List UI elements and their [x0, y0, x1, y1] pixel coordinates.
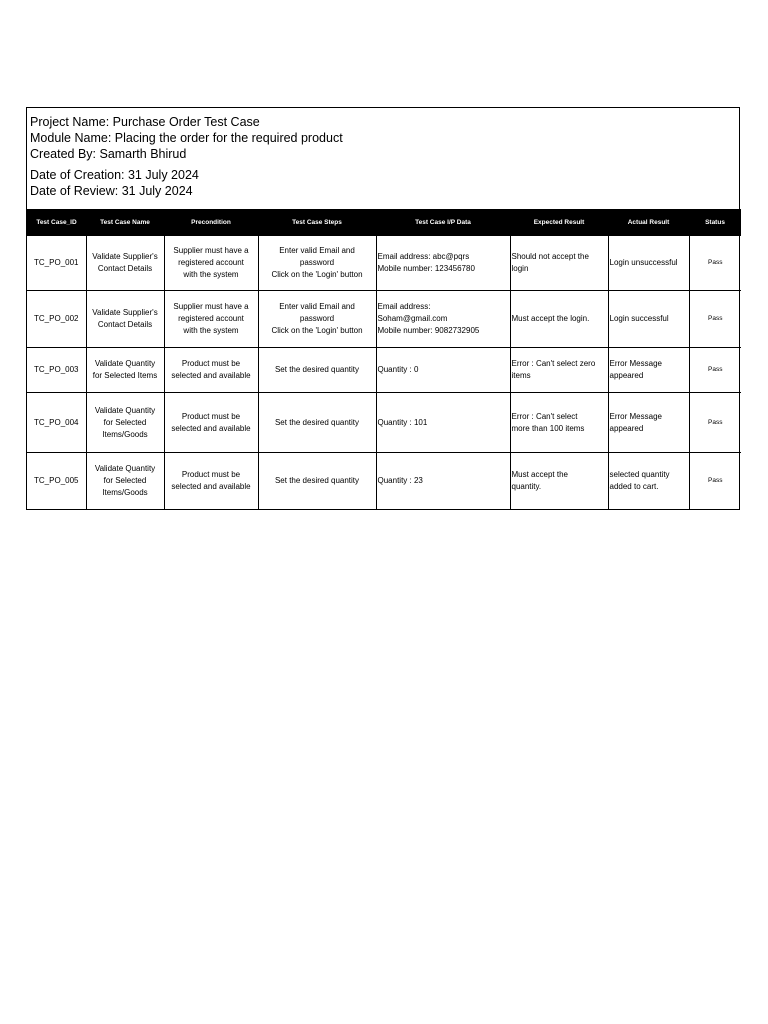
created-by: Created By: Samarth Bhirud — [30, 147, 187, 161]
test-case-steps: Set the desired quantity — [258, 393, 376, 453]
status: Pass — [689, 393, 741, 453]
test-case-name: Validate Quantity for Selected Items — [86, 348, 164, 393]
table-row — [27, 393, 741, 453]
column-header: Status — [689, 209, 741, 236]
test-case-id: TC_PO_005 — [27, 453, 86, 510]
precondition: Product must be selected and available — [164, 453, 258, 510]
column-header: Test Case Name — [86, 209, 164, 236]
test-case-name: Validate Supplier's Contact Details — [86, 236, 164, 291]
test-case-id: TC_PO_001 — [27, 236, 86, 291]
actual-result: Error Message appeared — [608, 348, 689, 393]
input-data: Email address: Soham@gmail.com Mobile number: 9082732905 — [376, 291, 510, 348]
status: Pass — [689, 236, 741, 291]
status: Pass — [689, 453, 741, 510]
test-case-sheet — [26, 107, 740, 510]
column-header: Actual Result — [608, 209, 689, 236]
actual-result: selected quantity added to cart. — [608, 453, 689, 510]
test-case-name: Validate Supplier's Contact Details — [86, 291, 164, 348]
precondition: Product must be selected and available — [164, 348, 258, 393]
test-case-steps: Set the desired quantity — [258, 348, 376, 393]
input-data: Quantity : 23 — [376, 453, 510, 510]
table-row — [27, 453, 741, 510]
actual-result: Login successful — [608, 291, 689, 348]
precondition: Product must be selected and available — [164, 393, 258, 453]
precondition: Supplier must have a registered account with the system — [164, 236, 258, 291]
input-data: Quantity : 101 — [376, 393, 510, 453]
table-header-row — [27, 209, 741, 236]
project-name: Project Name: Purchase Order Test Case — [30, 115, 260, 129]
expected-result: Error : Can't select more than 100 items — [510, 393, 608, 453]
status: Pass — [689, 348, 741, 393]
expected-result: Must accept the login. — [510, 291, 608, 348]
column-header: Test Case I/P Data — [376, 209, 510, 236]
column-header: Test Case Steps — [258, 209, 376, 236]
input-data: Email address: abc@pqrs Mobile number: 123456780 — [376, 236, 510, 291]
expected-result: Error : Can't select zero items — [510, 348, 608, 393]
sheet-header — [27, 108, 739, 209]
expected-result: Must accept the quantity. — [510, 453, 608, 510]
actual-result: Error Message appeared — [608, 393, 689, 453]
table-row — [27, 236, 741, 291]
table-row — [27, 291, 741, 348]
review-date: Date of Review: 31 July 2024 — [30, 184, 193, 198]
test-case-id: TC_PO_004 — [27, 393, 86, 453]
precondition: Supplier must have a registered account with the system — [164, 291, 258, 348]
test-case-steps: Enter valid Email and password Click on the 'Login' button — [258, 291, 376, 348]
expected-result: Should not accept the login — [510, 236, 608, 291]
column-header: Test Case_ID — [27, 209, 86, 236]
test-case-id: TC_PO_002 — [27, 291, 86, 348]
module-name: Module Name: Placing the order for the required product — [30, 131, 343, 145]
status: Pass — [689, 291, 741, 348]
input-data: Quantity : 0 — [376, 348, 510, 393]
test-case-steps: Enter valid Email and password Click on the 'Login' button — [258, 236, 376, 291]
creation-date: Date of Creation: 31 July 2024 — [30, 168, 199, 182]
column-header: Expected Result — [510, 209, 608, 236]
test-case-id: TC_PO_003 — [27, 348, 86, 393]
actual-result: Login unsuccessful — [608, 236, 689, 291]
column-header: Precondition — [164, 209, 258, 236]
test-case-table — [27, 209, 741, 509]
test-case-name: Validate Quantity for Selected Items/Goods — [86, 393, 164, 453]
test-case-steps: Set the desired quantity — [258, 453, 376, 510]
test-case-name: Validate Quantity for Selected Items/Goods — [86, 453, 164, 510]
table-row — [27, 348, 741, 393]
